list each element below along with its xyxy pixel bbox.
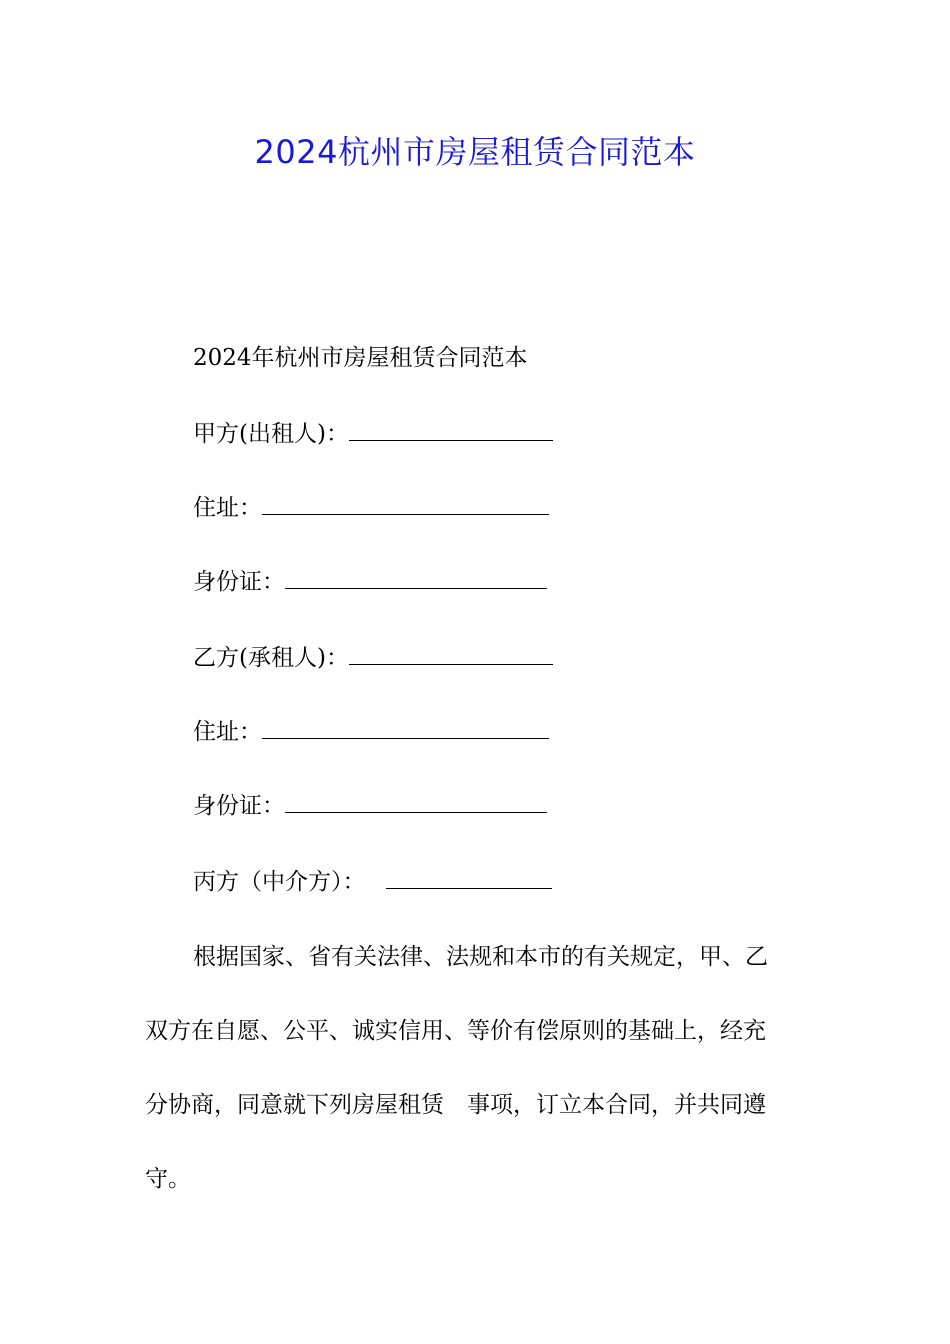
- preamble-paragraph: [145, 920, 805, 1216]
- party-a-address-field: [193, 492, 549, 523]
- paragraph-line: 双方在自愿、公平、诚实信用、等价有偿原则的基础上，经充: [145, 1018, 766, 1044]
- party-a-id-label: 身份证：: [193, 569, 285, 595]
- party-a-label: 甲方(出租人)：: [193, 421, 349, 447]
- party-b-address-field: [193, 716, 549, 747]
- party-a-field: [193, 418, 553, 449]
- party-b-address-blank: [262, 716, 549, 739]
- paragraph-line: 守。: [145, 1166, 191, 1192]
- party-a-blank: [349, 418, 553, 441]
- party-b-id-label: 身份证：: [193, 793, 285, 819]
- document-subtitle: 2024年杭州市房屋租赁合同范本: [193, 345, 528, 371]
- party-b-id-field: [193, 790, 547, 821]
- party-c-blank: [386, 866, 552, 889]
- party-a-id-blank: [285, 566, 547, 589]
- party-b-id-blank: [285, 790, 547, 813]
- party-b-label: 乙方(承租人)：: [193, 645, 349, 671]
- party-b-blank: [349, 642, 553, 665]
- party-c-field: [193, 866, 552, 897]
- paragraph-line: 根据国家、省有关法律、法规和本市的有关规定，甲、乙: [193, 944, 768, 970]
- party-b-address-label: 住址：: [193, 719, 262, 745]
- party-a-id-field: [193, 566, 547, 597]
- paragraph-line: 分协商，同意就下列房屋租赁 事项，订立本合同，并共同遵: [145, 1092, 766, 1118]
- party-c-label: 丙方（中介方）：: [193, 869, 366, 895]
- party-a-address-blank: [262, 492, 549, 515]
- document-title: 2024杭州市房屋租赁合同范本: [254, 133, 696, 171]
- party-a-address-label: 住址：: [193, 495, 262, 521]
- party-b-field: [193, 642, 553, 673]
